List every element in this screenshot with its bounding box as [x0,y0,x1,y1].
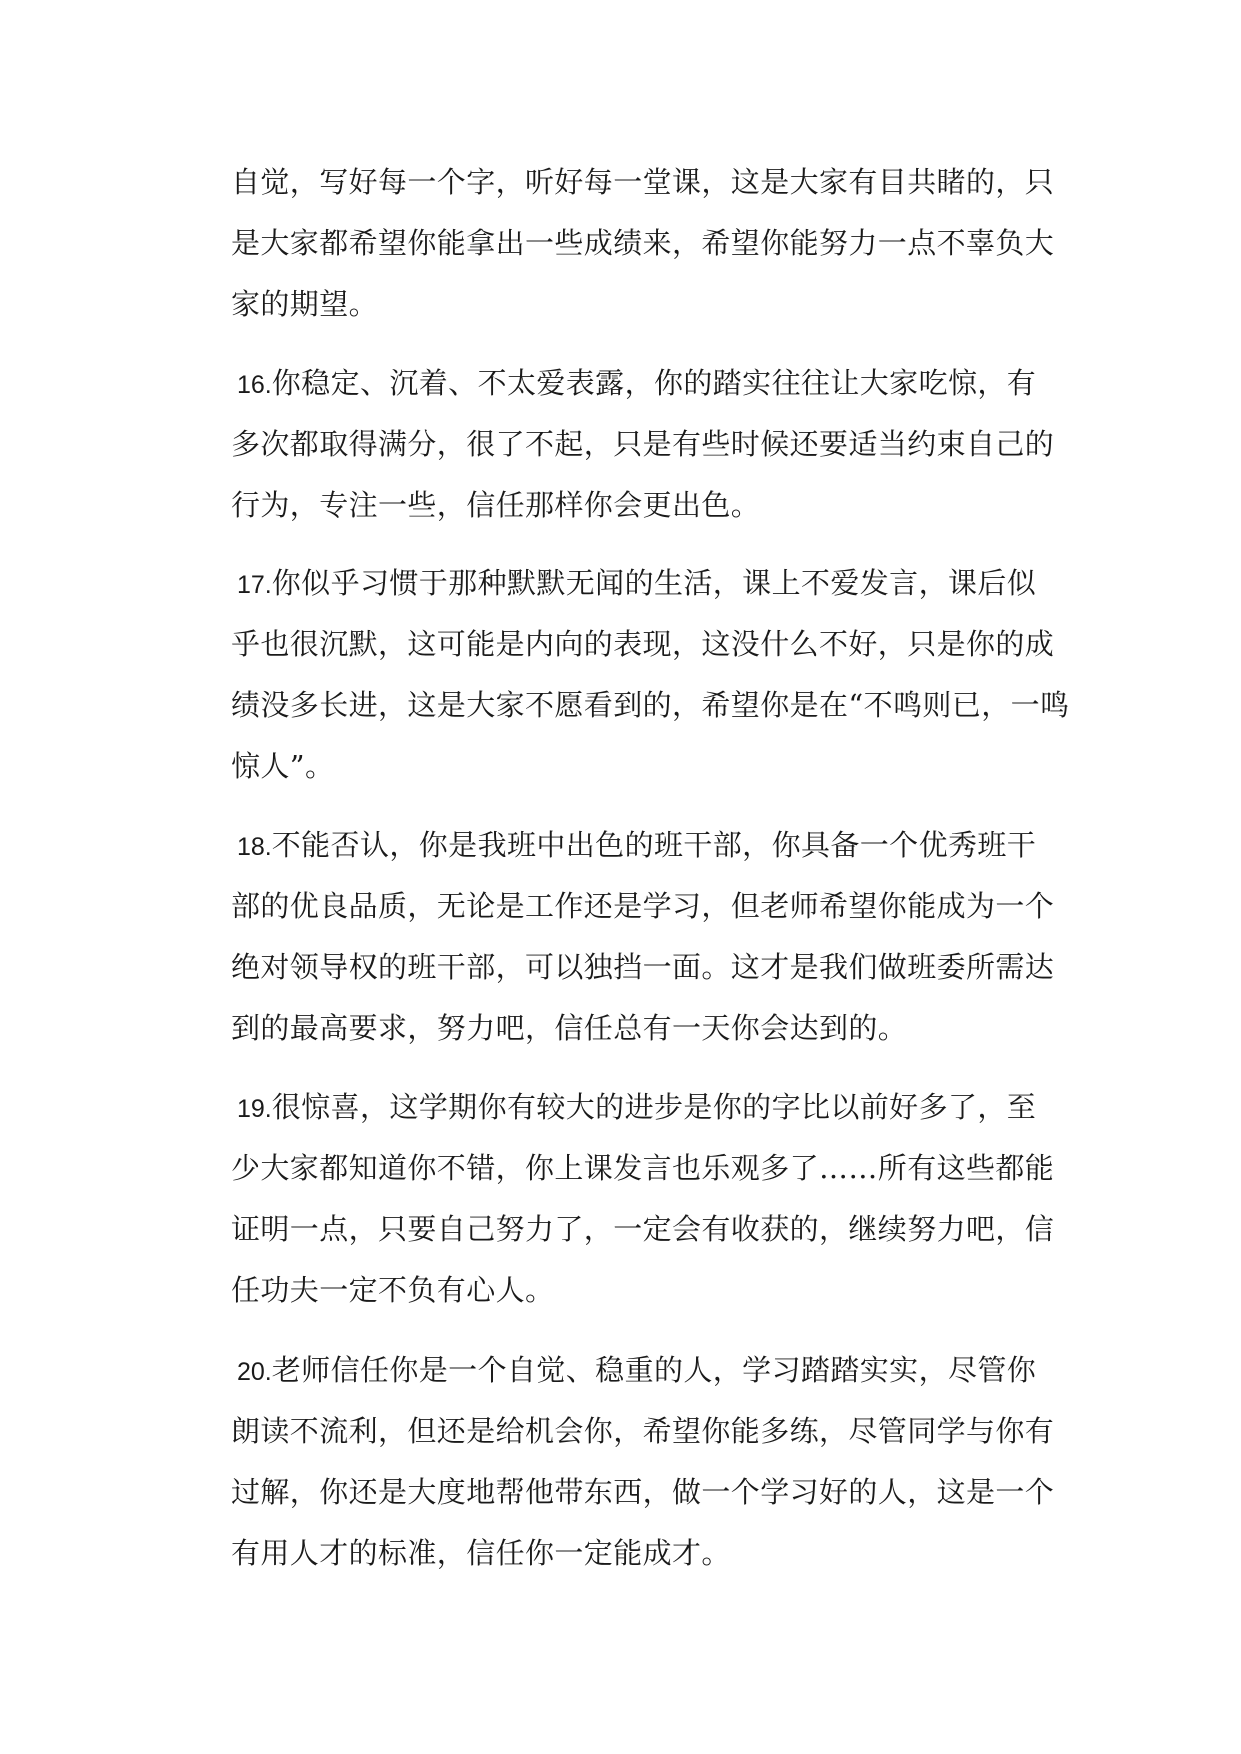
item-number: 17. [237,571,272,599]
text-line: 朗读不流利，但还是给机会你，希望你能多练，尽管同学与你有 [231,1414,1055,1448]
text-line [231,1077,1046,1138]
item-number: 20. [237,1358,272,1386]
text-line [231,815,1046,876]
text-line: 自觉，写好每一个字，听好每一堂课，这是大家有目共睹的，只 [231,165,1055,199]
text-line: 过解，你还是大度地帮他带东西，做一个学习好的人，这是一个 [231,1475,1055,1509]
text-line: 是大家都希望你能拿出一些成绩来，希望你能努力一点不辜负大 [231,226,1055,260]
text-line: 少大家都知道你不错，你上课发言也乐观多了……所有这些都能 [231,1151,1055,1185]
item-number: 16. [237,371,272,399]
text-line: 有用人才的标准，信任你一定能成才。 [231,1536,731,1570]
text-segment: 老师信任你是一个自觉、稳重的人，学习踏踏实实，尽管你 [271,1353,1037,1387]
paragraph-19 [231,1077,1055,1321]
paragraph-18 [231,815,1055,1059]
text-line [231,1340,1046,1401]
text-line: 绩没多长进，这是大家不愿看到的，希望你是在“不鸣则已，一鸣 [231,688,1070,722]
paragraph-20 [231,1340,1055,1584]
text-segment: 你似乎习惯于那种默默无闻的生活，课上不爱发言，课后似 [271,566,1037,600]
text-line: 行为，专注一些，信任那样你会更出色。 [231,488,761,522]
paragraph-continued [231,152,1055,335]
text-line [231,553,1046,614]
text-segment: 很惊喜，这学期你有较大的进步是你的字比以前好多了，至 [271,1090,1037,1124]
item-number: 18. [237,833,272,861]
paragraph-17 [231,553,1070,797]
text-segment: 不能否认，你是我班中出色的班干部，你具备一个优秀班干 [271,828,1037,862]
text-segment: 你稳定、沉着、不太爱表露，你的踏实往往让大家吃惊，有 [271,366,1037,400]
text-line: 部的优良品质，无论是工作还是学习，但老师希望你能成为一个 [231,889,1055,923]
text-line: 惊人”。 [231,749,335,783]
text-line [231,353,1046,414]
paragraph-16 [231,353,1055,536]
item-number: 19. [237,1095,272,1123]
text-line: 证明一点，只要自己努力了，一定会有收获的，继续努力吧，信 [231,1212,1055,1246]
text-line: 多次都取得满分，很了不起，只是有些时候还要适当约束自己的 [231,427,1055,461]
text-line: 到的最高要求，努力吧，信任总有一天你会达到的。 [231,1011,908,1045]
text-line: 任功夫一定不负有心人。 [231,1273,555,1307]
text-line: 乎也很沉默，这可能是内向的表现，这没什么不好，只是你的成 [231,627,1055,661]
text-line: 绝对领导权的班干部，可以独挡一面。这才是我们做班委所需达 [231,950,1055,984]
text-line: 家的期望。 [231,287,379,321]
